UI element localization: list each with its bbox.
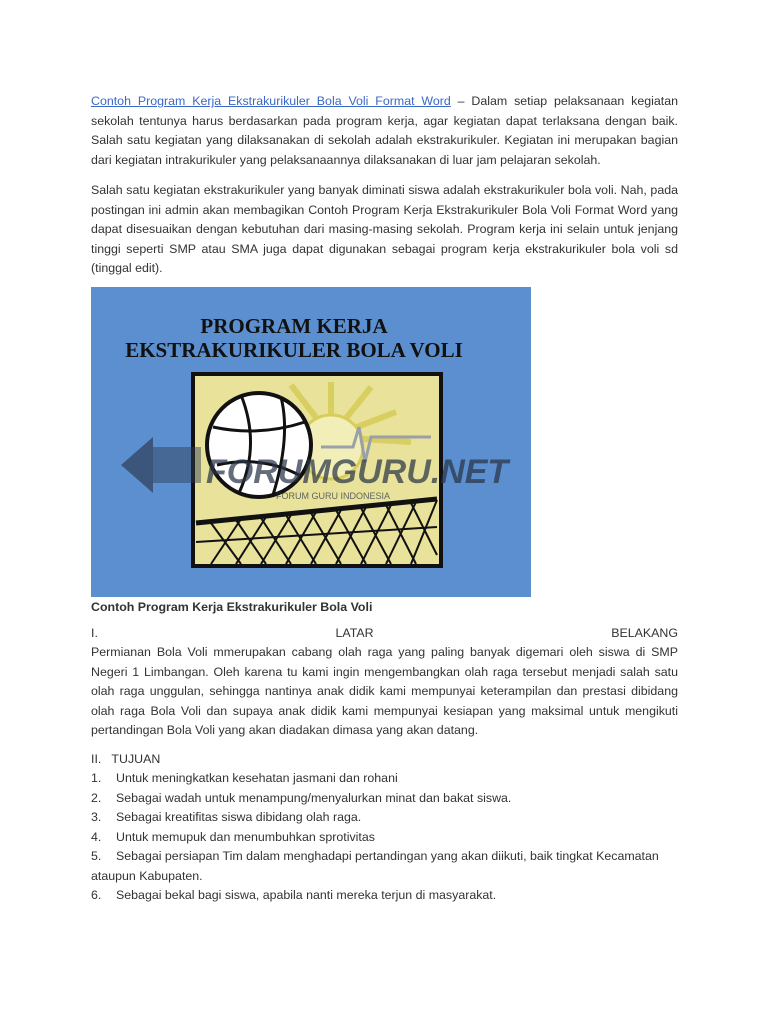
intro-paragraph-1 xyxy=(91,92,678,170)
program-kerja-cover-image xyxy=(91,287,531,597)
section-1-heading xyxy=(91,624,678,644)
tujuan-list xyxy=(91,769,678,906)
watermark-sub-text: FORUM GURU INDONESIA xyxy=(276,490,391,501)
section-1-word-1: LATAR xyxy=(335,625,374,640)
intro-paragraph-2: Salah satu kegiatan ekstrakurikuler yang banyak diminati siswa adalah ekstrakurikuler bola voli. Nah, pada postingan ini admin akan membagikan Contoh Program Kerja Ekstrakurikuler Bola Voli Format Word yang dapat disesuaikan dengan kebutuhan dari masing-masing sekolah. Program kerja ini selain untuk jenjang tinggi seperti SMP atau SMA juga dapat digunakan sebagai program kerja ekstrakurikuler bola voli sd (tinggal edit). xyxy=(91,183,678,275)
cover-title-line2: EKSTRAKURIKULER BOLA VOLI xyxy=(125,337,463,362)
list-item: 6. Sebagai bekal bagi siswa, apabila nanti mereka terjun di masyarakat. xyxy=(91,888,497,902)
watermark-main-text: FORUMGURU.NET xyxy=(206,452,509,491)
intro-paragraph-1-text: – Dalam setiap pelaksanaan kegiatan sekolah tentunya harus berdasarkan pada program kerja, agar kegiatan dapat terlaksana dengan baik. Salah satu kegiatan yang dilaksanakan di sekolah adalah ekstrakurikuler. Kegiatan ini merupakan bagian dari kegiatan intrakurikuler yang pelaksanaannya dilaksanakan di luar jam pelajaran sekolah. xyxy=(91,94,679,167)
cover-title-line1: PROGRAM KERJA xyxy=(200,313,388,338)
section-1-word-2: BELAKANG xyxy=(611,625,678,640)
section-2-heading: II. TUJUAN xyxy=(91,751,161,766)
article xyxy=(91,92,678,906)
list-item: 5. Sebagai persiapan Tim dalam menghadapi pertandingan yang akan diikuti, baik tingkat Kecamatan ataupun Kabupaten. xyxy=(91,849,659,883)
image-caption: Contoh Program Kerja Ekstrakurikuler Bola Voli xyxy=(91,599,373,614)
list-item: 1. Untuk meningkatkan kesehatan jasmani dan rohani xyxy=(91,771,398,785)
list-item: 2. Sebagai wadah untuk menampung/menyalurkan minat dan bakat siswa. xyxy=(91,790,512,805)
list-item: 3. Sebagai kreatifitas siswa dibidang olah raga. xyxy=(91,810,362,824)
section-1-number: I. xyxy=(91,625,98,640)
list-item: 4. Untuk memupuk dan menumbuhkan sprotivitas xyxy=(91,829,375,844)
section-1-body: Permianan Bola Voli mmerupakan cabang olah raga yang paling banyak digemari oleh siswa di SMP Negeri 1 Limbangan. Oleh karena tu kami ingin mengembangkan olah raga tersebut menjadi salah satu olah raga unggulan, sehingga nantinya anak didik kami mempunyai keterampilan dan prestasi dibidang olah raga Bola Voli dan supaya anak didik kami mempunyai kesiapan yang maksimal untuk mengikuti pertandingan Bola Voli yang akan diadakan dimasa yang akan datang. xyxy=(91,645,678,737)
article-title-link[interactable]: Contoh Program Kerja Ekstrakurikuler Bola Voli Format Word xyxy=(91,94,451,108)
cover-illustration xyxy=(91,287,531,597)
